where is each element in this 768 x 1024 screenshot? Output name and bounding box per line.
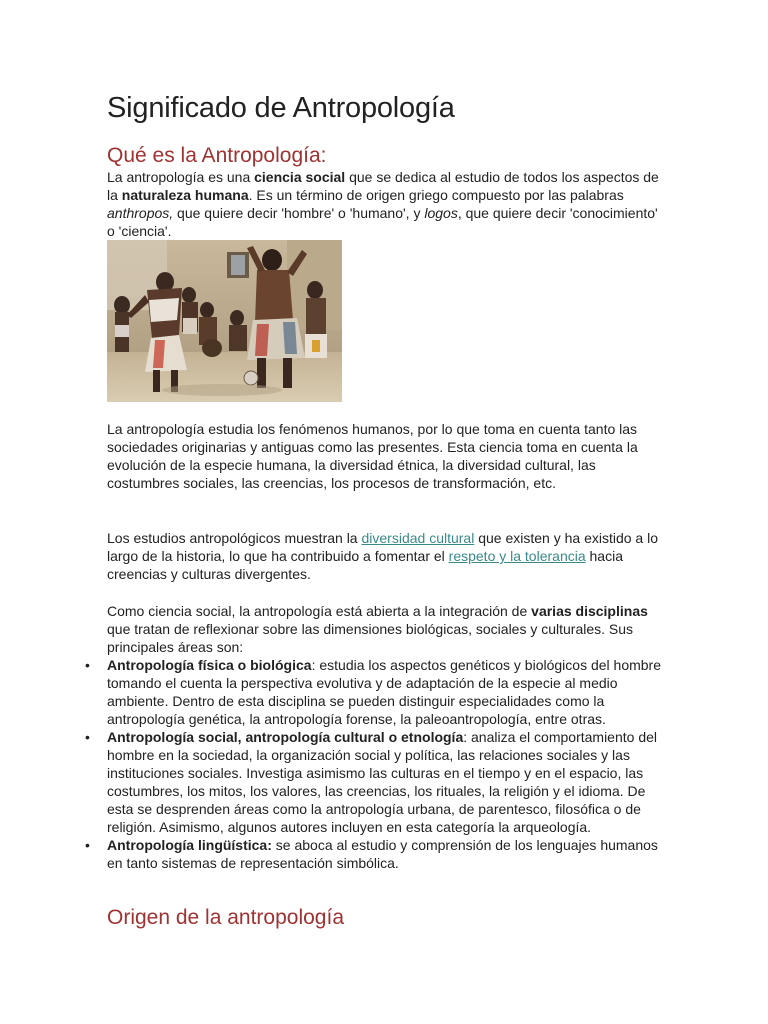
bullet-icon: •: [85, 657, 90, 673]
link-diversidad-cultural[interactable]: diversidad cultural: [361, 530, 475, 546]
page-title: Significado de Antropología: [107, 92, 455, 124]
area-desc: : analiza el comportamiento del hombre en la sociedad, la organización social y política, las relaciones sociales y las instituciones sociales. Investiga asimismo las culturas en el tiempo y en el espacio, las costumbres, los mitos, los valores, las creencias, los rituales, la religión y el idioma. De esta se desprenden áreas como la antropología urbana, de parentesco, filosófica o de religión. Asimismo, algunos autores incluyen en esta categoría la arqueología.: [107, 729, 658, 835]
section-heading-origen: Origen de la antropología: [107, 906, 344, 929]
dancers-photo: [107, 240, 342, 402]
intro-paragraph: La antropología es una ciencia social que se dedica al estudio de todos los aspectos de la naturaleza humana. Es un término de origen griego compuesto por las palabras anthropos, que quiere decir 'hombre' o 'humano', y logos, que quiere decir 'conocimiento' o 'ciencia'.: [107, 169, 659, 239]
term-ciencia-social: ciencia social: [254, 169, 346, 185]
term-naturaleza-humana: naturaleza humana: [121, 187, 249, 203]
area-term: Antropología lingüística:: [107, 837, 272, 853]
link-respeto-tolerancia[interactable]: respeto y la tolerancia: [448, 548, 586, 564]
term-logos: logos: [424, 205, 458, 221]
list-item: [85, 728, 667, 836]
area-desc: se aboca al estudio y comprensión de los lenguajes humanos en tanto sistemas de representación simbólica.: [107, 837, 658, 871]
term-varias-disciplinas: varias disciplinas: [531, 603, 648, 619]
paragraph-disciplinas: Como ciencia social, la antropología está abierta a la integración de varias disciplinas que tratan de reflexionar sobre las dimensiones biológicas, sociales y culturales. Sus principales áreas son:: [107, 603, 648, 655]
areas-list: [85, 656, 667, 872]
term-anthropos: anthropos,: [107, 205, 174, 221]
paragraph-estudios: Los estudios antropológicos muestran la diversidad cultural que existen y ha existido a lo largo de la historia, lo que ha contribuido a fomentar el respeto y la tolerancia hacia creencias y culturas divergentes.: [107, 530, 658, 582]
list-item: [85, 656, 667, 728]
area-desc: : estudia los aspectos genéticos y biológicos del hombre tomando el cuenta la perspectiva evolutiva y de adaptación de la especie al medio ambiente. Dentro de esta disciplina se pueden distinguir especialidades como la antropología genética, la antropología forense, la paleoantropología, entre otras.: [107, 657, 662, 727]
area-term: Antropología social, antropología cultural o etnología: [107, 729, 464, 745]
list-item: [85, 836, 667, 872]
section-heading-que-es: Qué es la Antropología:: [107, 144, 327, 167]
bullet-icon: •: [85, 837, 90, 853]
area-term: Antropología física o biológica: [107, 657, 312, 673]
paragraph-fenomenos: La antropología estudia los fenómenos humanos, por lo que toma en cuenta tanto las sociedades originarias y antiguas como las presentes. Esta ciencia toma en cuenta la evolución de la especie humana, la diversidad étnica, la diversidad cultural, las costumbres sociales, las creencias, los procesos de transformación, etc.: [107, 421, 638, 491]
bullet-icon: •: [85, 729, 90, 745]
